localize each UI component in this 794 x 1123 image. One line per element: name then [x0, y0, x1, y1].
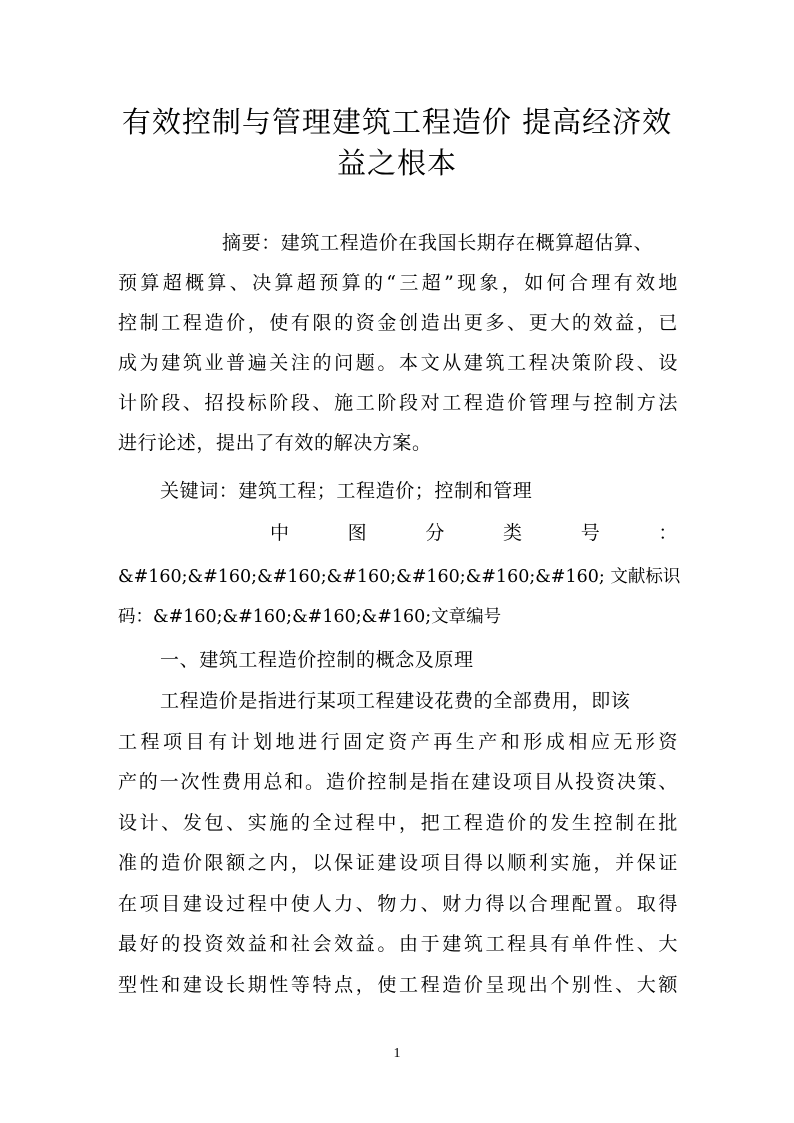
body-line: 设计、发包、实施的全过程中，把工程造价的发生控制在批	[118, 812, 678, 834]
body-line: 工程项目有计划地进行固定资产再生产和形成相应无形资	[118, 731, 678, 753]
article-number-line: 码：&#160;&#160;&#160;&#160;文章编号	[118, 607, 502, 627]
classification-char: 分	[425, 522, 445, 544]
document-code-line: &#160;&#160;&#160;&#160;&#160;&#160;&#160; 文献标识	[118, 567, 681, 587]
body-line: 产的一次性费用总和。造价控制是指在建设项目从投资决策、	[118, 771, 678, 793]
abstract-line: 控制工程造价，使有限的资金创造出更多、更大的效益，已	[118, 312, 678, 334]
body-line: 工程造价是指进行某项工程建设花费的全部费用，即该	[160, 690, 631, 712]
classification-char: 图	[347, 522, 368, 544]
body-line: 准的造价限额之内，以保证建设项目得以顺利实施，并保证	[118, 852, 678, 874]
classification-char: 号	[580, 522, 601, 544]
abstract-line: 摘要：建筑工程造价在我国长期存在概算超估算、	[222, 232, 654, 254]
abstract-line: 成为建筑业普遍关注的问题。本文从建筑工程决策阶段、设	[118, 352, 678, 374]
body-line: 最好的投资效益和社会效益。由于建筑工程具有单件性、大	[118, 933, 678, 955]
document-title-line-1: 有效控制与管理建筑工程造价 提高经济效	[121, 105, 673, 139]
keywords-line: 关键词：建筑工程；工程造价；控制和管理	[160, 480, 533, 502]
body-line: 在项目建设过程中使人力、物力、财力得以合理配置。取得	[118, 893, 678, 915]
abstract-line: 进行论述，提出了有效的解决方案。	[118, 432, 432, 454]
document-title-line-2: 益之根本	[336, 146, 457, 180]
page-number: 1	[393, 1046, 401, 1061]
classification-char: 中	[270, 522, 290, 544]
classification-char: 类	[503, 522, 523, 544]
abstract-line: 预算超概算、决算超预算的“三超”现象，如何合理有效地	[118, 272, 678, 294]
classification-char: ：	[658, 522, 678, 544]
section-heading: 一、建筑工程造价控制的概念及原理	[160, 649, 474, 671]
body-line: 型性和建设长期性等特点，使工程造价呈现出个别性、大额	[118, 974, 678, 996]
classification-line	[270, 518, 678, 548]
abstract-line: 计阶段、招投标阶段、施工阶段对工程造价管理与控制方法	[118, 392, 678, 414]
